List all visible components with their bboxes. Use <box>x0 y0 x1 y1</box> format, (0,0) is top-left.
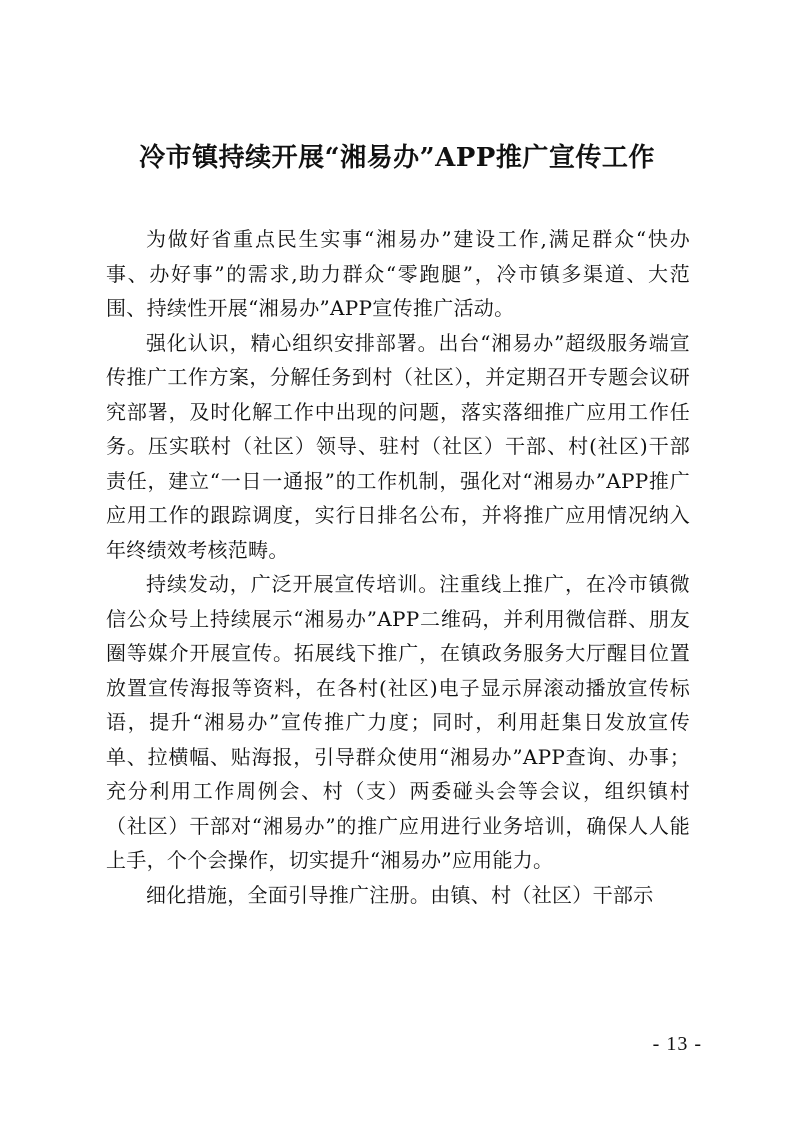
paragraph-measures: 细化措施，全面引导推广注册。由镇、村（社区）干部示 <box>146 882 654 907</box>
page-number: - 13 - <box>652 1033 702 1055</box>
document-title: 冷市镇持续开展“湘易办”APP推广宣传工作 <box>139 143 655 173</box>
paragraph-intro: 为做好省重点民生实事“湘易办”建设工作,满足群众“快办事、办好事”的需求,助力群众“零跑腿”，冷市镇多渠道、大范围、持续性开展“湘易办”APP宣传推广活动。 <box>106 227 690 320</box>
document-body <box>106 222 690 912</box>
paragraph-publicity-training: 持续发动，广泛开展宣传培训。注重线上推广，在冷市镇微信公众号上持续展示“湘易办”APP二维码，并利用微信群、朋友圈等媒介开展宣传。拓展线下推广，在镇政务服务大厅醒目位置放置宣传海报等资料，在各村(社区)电子显示屏滚动播放宣传标语，提升“湘易办”宣传推广力度；同时，利用赶集日发放宣传单、拉横幅、贴海报，引导群众使用“湘易办”APP查询、办事；充分利用工作周例会、村（支）两委碰头会等会议，组织镇村（社区）干部对“湘易办”的推广应用进行业务培训，确保人人能上手，个个会操作，切实提升“湘易办”应用能力。 <box>106 572 690 872</box>
paragraph-awareness: 强化认识，精心组织安排部署。出台“湘易办”超级服务端宣传推广工作方案，分解任务到村（社区），并定期召开专题会议研究部署，及时化解工作中出现的问题，落实落细推广应用工作任务。压实联村（社区）领导、驻村（社区）干部、村(社区)干部责任，建立“一日一通报”的工作机制，强化对“湘易办”APP推广应用工作的跟踪调度，实行日排名公布，并将推广应用情况纳入年终绩效考核范畴。 <box>106 330 690 562</box>
